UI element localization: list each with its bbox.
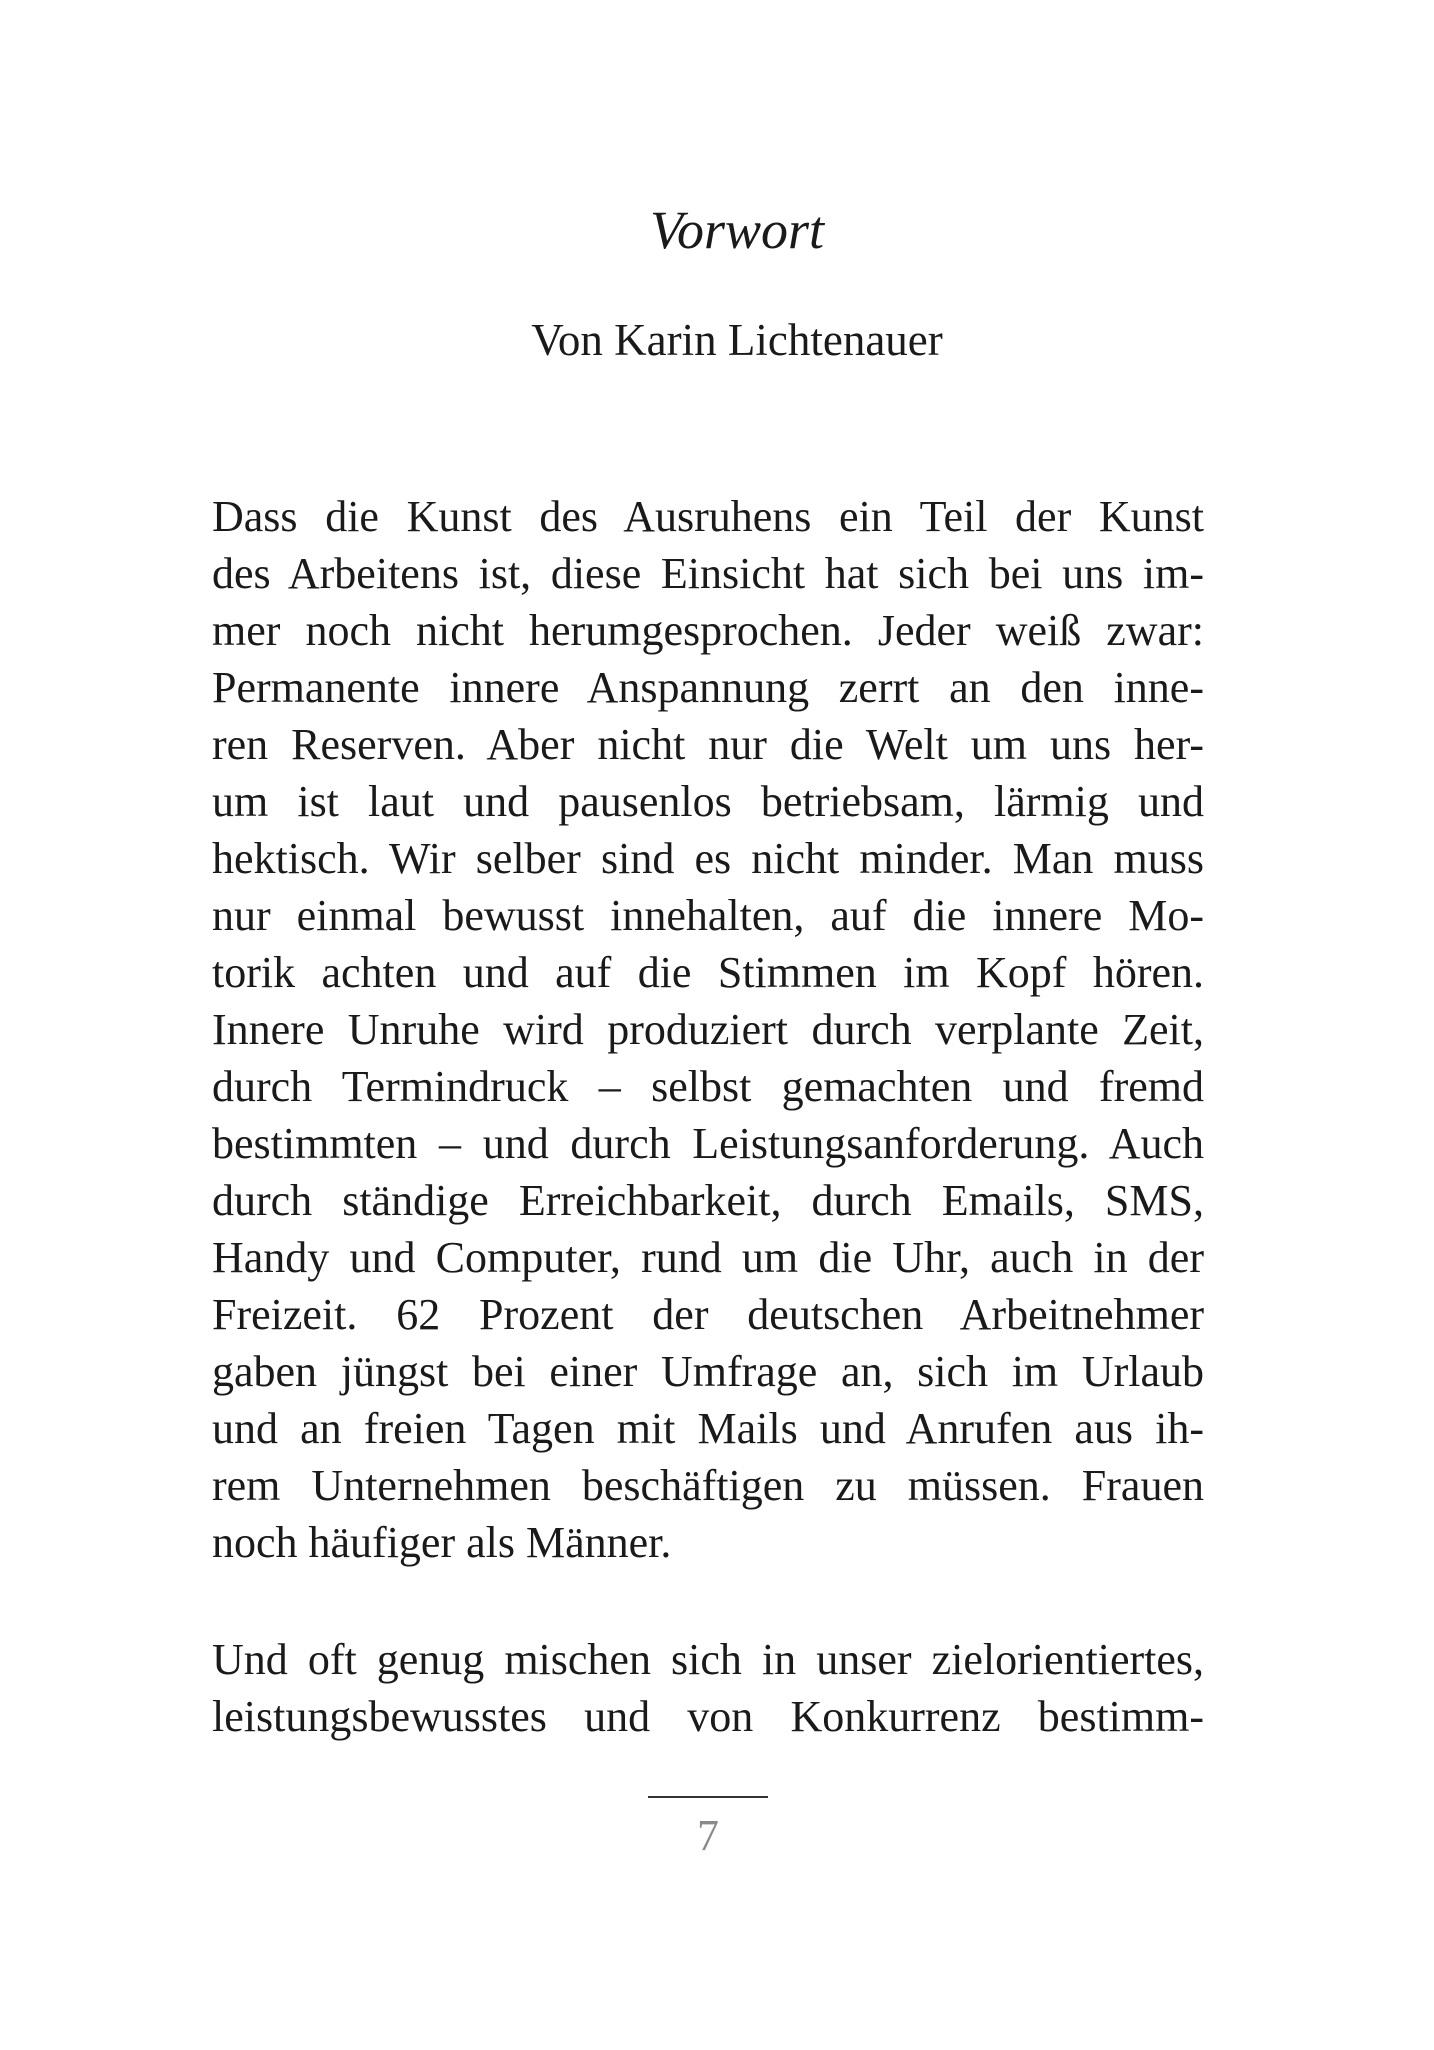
text-line: torik achten und auf die Stimmen im Kopf hören. bbox=[212, 948, 1204, 997]
text-line: Permanente innere Anspannung zerrt an den inne- bbox=[212, 663, 1204, 712]
page-number: 7 bbox=[697, 1811, 719, 1860]
text-line: ren Reserven. Aber nicht nur die Welt um uns her- bbox=[212, 720, 1204, 769]
text-line: Handy und Computer, rund um die Uhr, auch in der bbox=[212, 1233, 1204, 1282]
text-line: leistungsbewusstes und von Konkurrenz bestimm- bbox=[212, 1692, 1204, 1741]
text-line: bestimmten – und durch Leistungsanforderung. Auch bbox=[212, 1119, 1204, 1168]
paragraph-2 bbox=[212, 1631, 1204, 1745]
paragraph-1 bbox=[212, 488, 1204, 1571]
text-line: noch häufiger als Männer. bbox=[212, 1518, 672, 1567]
text-line: Freizeit. 62 Prozent der deutschen Arbeitnehmer bbox=[212, 1290, 1204, 1339]
text-line: durch Termindruck – selbst gemachten und fremd bbox=[212, 1062, 1204, 1111]
text-line: hektisch. Wir selber sind es nicht minder. Man muss bbox=[212, 834, 1204, 883]
text-line: gaben jüngst bei einer Umfrage an, sich im Urlaub bbox=[212, 1347, 1204, 1396]
text-line: des Arbeitens ist, diese Einsicht hat sich bei uns im- bbox=[212, 549, 1204, 598]
text-line: um ist laut und pausenlos betriebsam, lärmig und bbox=[212, 777, 1204, 826]
text-line: durch ständige Erreichbarkeit, durch Emails, SMS, bbox=[212, 1176, 1204, 1225]
text-line: Innere Unruhe wird produziert durch verplante Zeit, bbox=[212, 1005, 1204, 1054]
chapter-title: Vorwort bbox=[649, 200, 825, 260]
text-line: mer noch nicht herumgesprochen. Jeder weiß zwar: bbox=[212, 606, 1204, 655]
text-line: Dass die Kunst des Ausruhens ein Teil der Kunst bbox=[212, 492, 1204, 541]
text-line: und an freien Tagen mit Mails und Anrufen aus ih- bbox=[212, 1404, 1204, 1453]
footer-rule bbox=[648, 1796, 768, 1798]
text-line: rem Unternehmen beschäftigen zu müssen. Frauen bbox=[212, 1461, 1204, 1510]
text-line: Und oft genug mischen sich in unser zielorientiertes, bbox=[212, 1635, 1204, 1684]
chapter-author: Von Karin Lichtenauer bbox=[531, 315, 943, 365]
text-line: nur einmal bewusst innehalten, auf die innere Mo- bbox=[212, 891, 1204, 940]
